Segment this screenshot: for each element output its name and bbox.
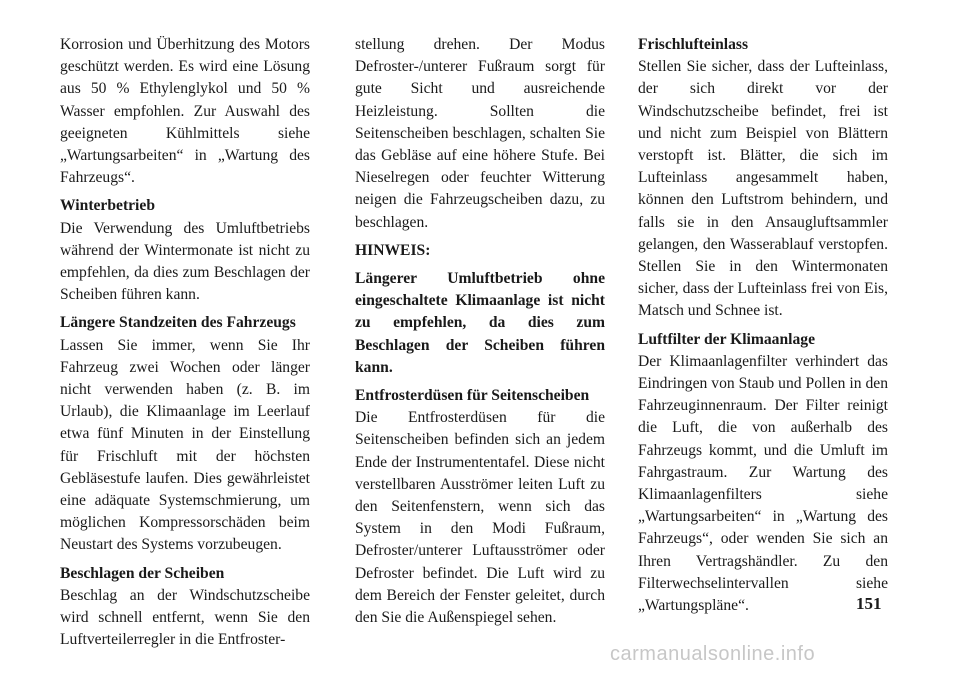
heading-luftfilter: Luftfilter der Klimaanlage — [638, 330, 815, 348]
heading-winterbetrieb: Winterbetrieb — [60, 197, 155, 215]
paragraph-defroster-continued: stellung drehen. Der Modus Defroster-/unterer Fußraum sorgt für gute Sicht und ausreichende Heizleistung. Sollten die Seitenscheiben beschlagen, schalten Sie das Gebläse auf eine höhere Stufe. Bei Nieselregen oder feuchter Witterung neigen die Fahrzeugscheiben dazu, zu beschlagen. — [355, 36, 605, 231]
note-text: Längerer Umluftbetrieb ohne eingeschaltete Klimaanlage ist nicht zu empfehlen, da dies zum Beschlagen der Scheiben führen kann. — [355, 270, 605, 376]
section-winter — [60, 195, 310, 306]
paragraph-frischluft: Stellen Sie sicher, dass der Lufteinlass, der sich direkt vor der Windschutzscheibe befindet, frei ist und nicht zum Beispiel von Blättern verstopft ist. Blätter, die sich im Lufteinlass angesammelt haben, können den Luftstrom behindern, und falls sie in den Ansaugluftsammler gelangen, den Wasserablauf verstopfen. Stellen Sie in den Wintermonaten sicher, dass der Lufteinlass frei von Eis, Matsch und Schnee ist. — [638, 58, 888, 320]
text-column-middle — [355, 34, 605, 635]
heading-frischluft: Frischlufteinlass — [638, 36, 749, 53]
text-column-right — [638, 34, 888, 623]
section-luftfilter — [638, 329, 888, 618]
text-column-left — [60, 34, 310, 657]
heading-standzeiten: Längere Standzeiten des Fahrzeugs — [60, 314, 296, 332]
section-standzeiten — [60, 312, 310, 556]
heading-entfroster: Entfrosterdüsen für Seitenscheiben — [355, 387, 590, 405]
section-entfroster — [355, 385, 605, 629]
page-number: 151 — [856, 594, 882, 613]
paragraph-winterbetrieb: Die Verwendung des Umluftbetriebs während der Wintermonate ist nicht zu empfehlen, da dies zum Beschlagen der Scheiben führen kann. — [60, 219, 310, 304]
section-beschlagen — [60, 563, 310, 652]
note-label: HINWEIS: — [355, 241, 431, 259]
paragraph-beschlagen: Beschlag an der Windschutzscheibe wird schnell entfernt, wenn Sie den Luftverteilerregler in die Entfroster- — [60, 586, 310, 649]
section-frischluft — [638, 34, 888, 323]
paragraph-standzeiten: Lassen Sie immer, wenn Sie Ihr Fahrzeug zwei Wochen oder länger nicht verwenden haben (z. B. im Urlaub), die Klimaanlage im Leerlauf etwa fünf Minuten in der Einstellung für Frischluft mit der höchsten Gebläsestufe laufen. Dies gewährleistet eine adäquate Systemschmierung, um möglichen Kompressorschäden beim Neustart des Systems vorzubeugen. — [60, 336, 310, 554]
paragraph-entfroster: Die Entfrosterdüsen für die Seitenscheiben befinden sich an jedem Ende der Instrumententafel. Diese nicht verstellbaren Ausströmer leiten Luft zu den Seitenfenstern, wenn sich das System in den Modi Fußraum, Defroster/unterer Luftausströmer oder Defroster befindet. Die Luft wird zu dem Bereich der Fenster geleitet, durch den Sie die Außenspiegel sehen. — [355, 409, 605, 627]
watermark: carmanualsonline.info — [610, 643, 816, 665]
heading-beschlagen: Beschlagen der Scheiben — [60, 564, 225, 582]
paragraph-luftfilter: Der Klimaanlagenfilter verhindert das Eindringen von Staub und Pollen in den Fahrzeuginnenraum. Der Filter reinigt die Luft, die von außerhalb des Fahrzeugs kommt, und die Umluft im Fahrgastraum. Zur Wartung des Klimaanlagenfilters siehe „Wartungsarbeiten“ in „Wartung des Fahrzeugs“, oder wenden Sie sich an Ihren Vertragshändler. Zu den Filterwechselintervallen siehe „Wartungspläne“. — [638, 352, 888, 615]
paragraph-coolant: Korrosion und Überhitzung des Motors geschützt werden. Es wird eine Lösung aus 50 % Ethylenglykol und 50 % Wasser empfohlen. Zur Auswahl des geeigneten Kühlmittels siehe „Wartungsarbeiten“ in „Wartung des Fahrzeugs“. — [60, 36, 310, 187]
